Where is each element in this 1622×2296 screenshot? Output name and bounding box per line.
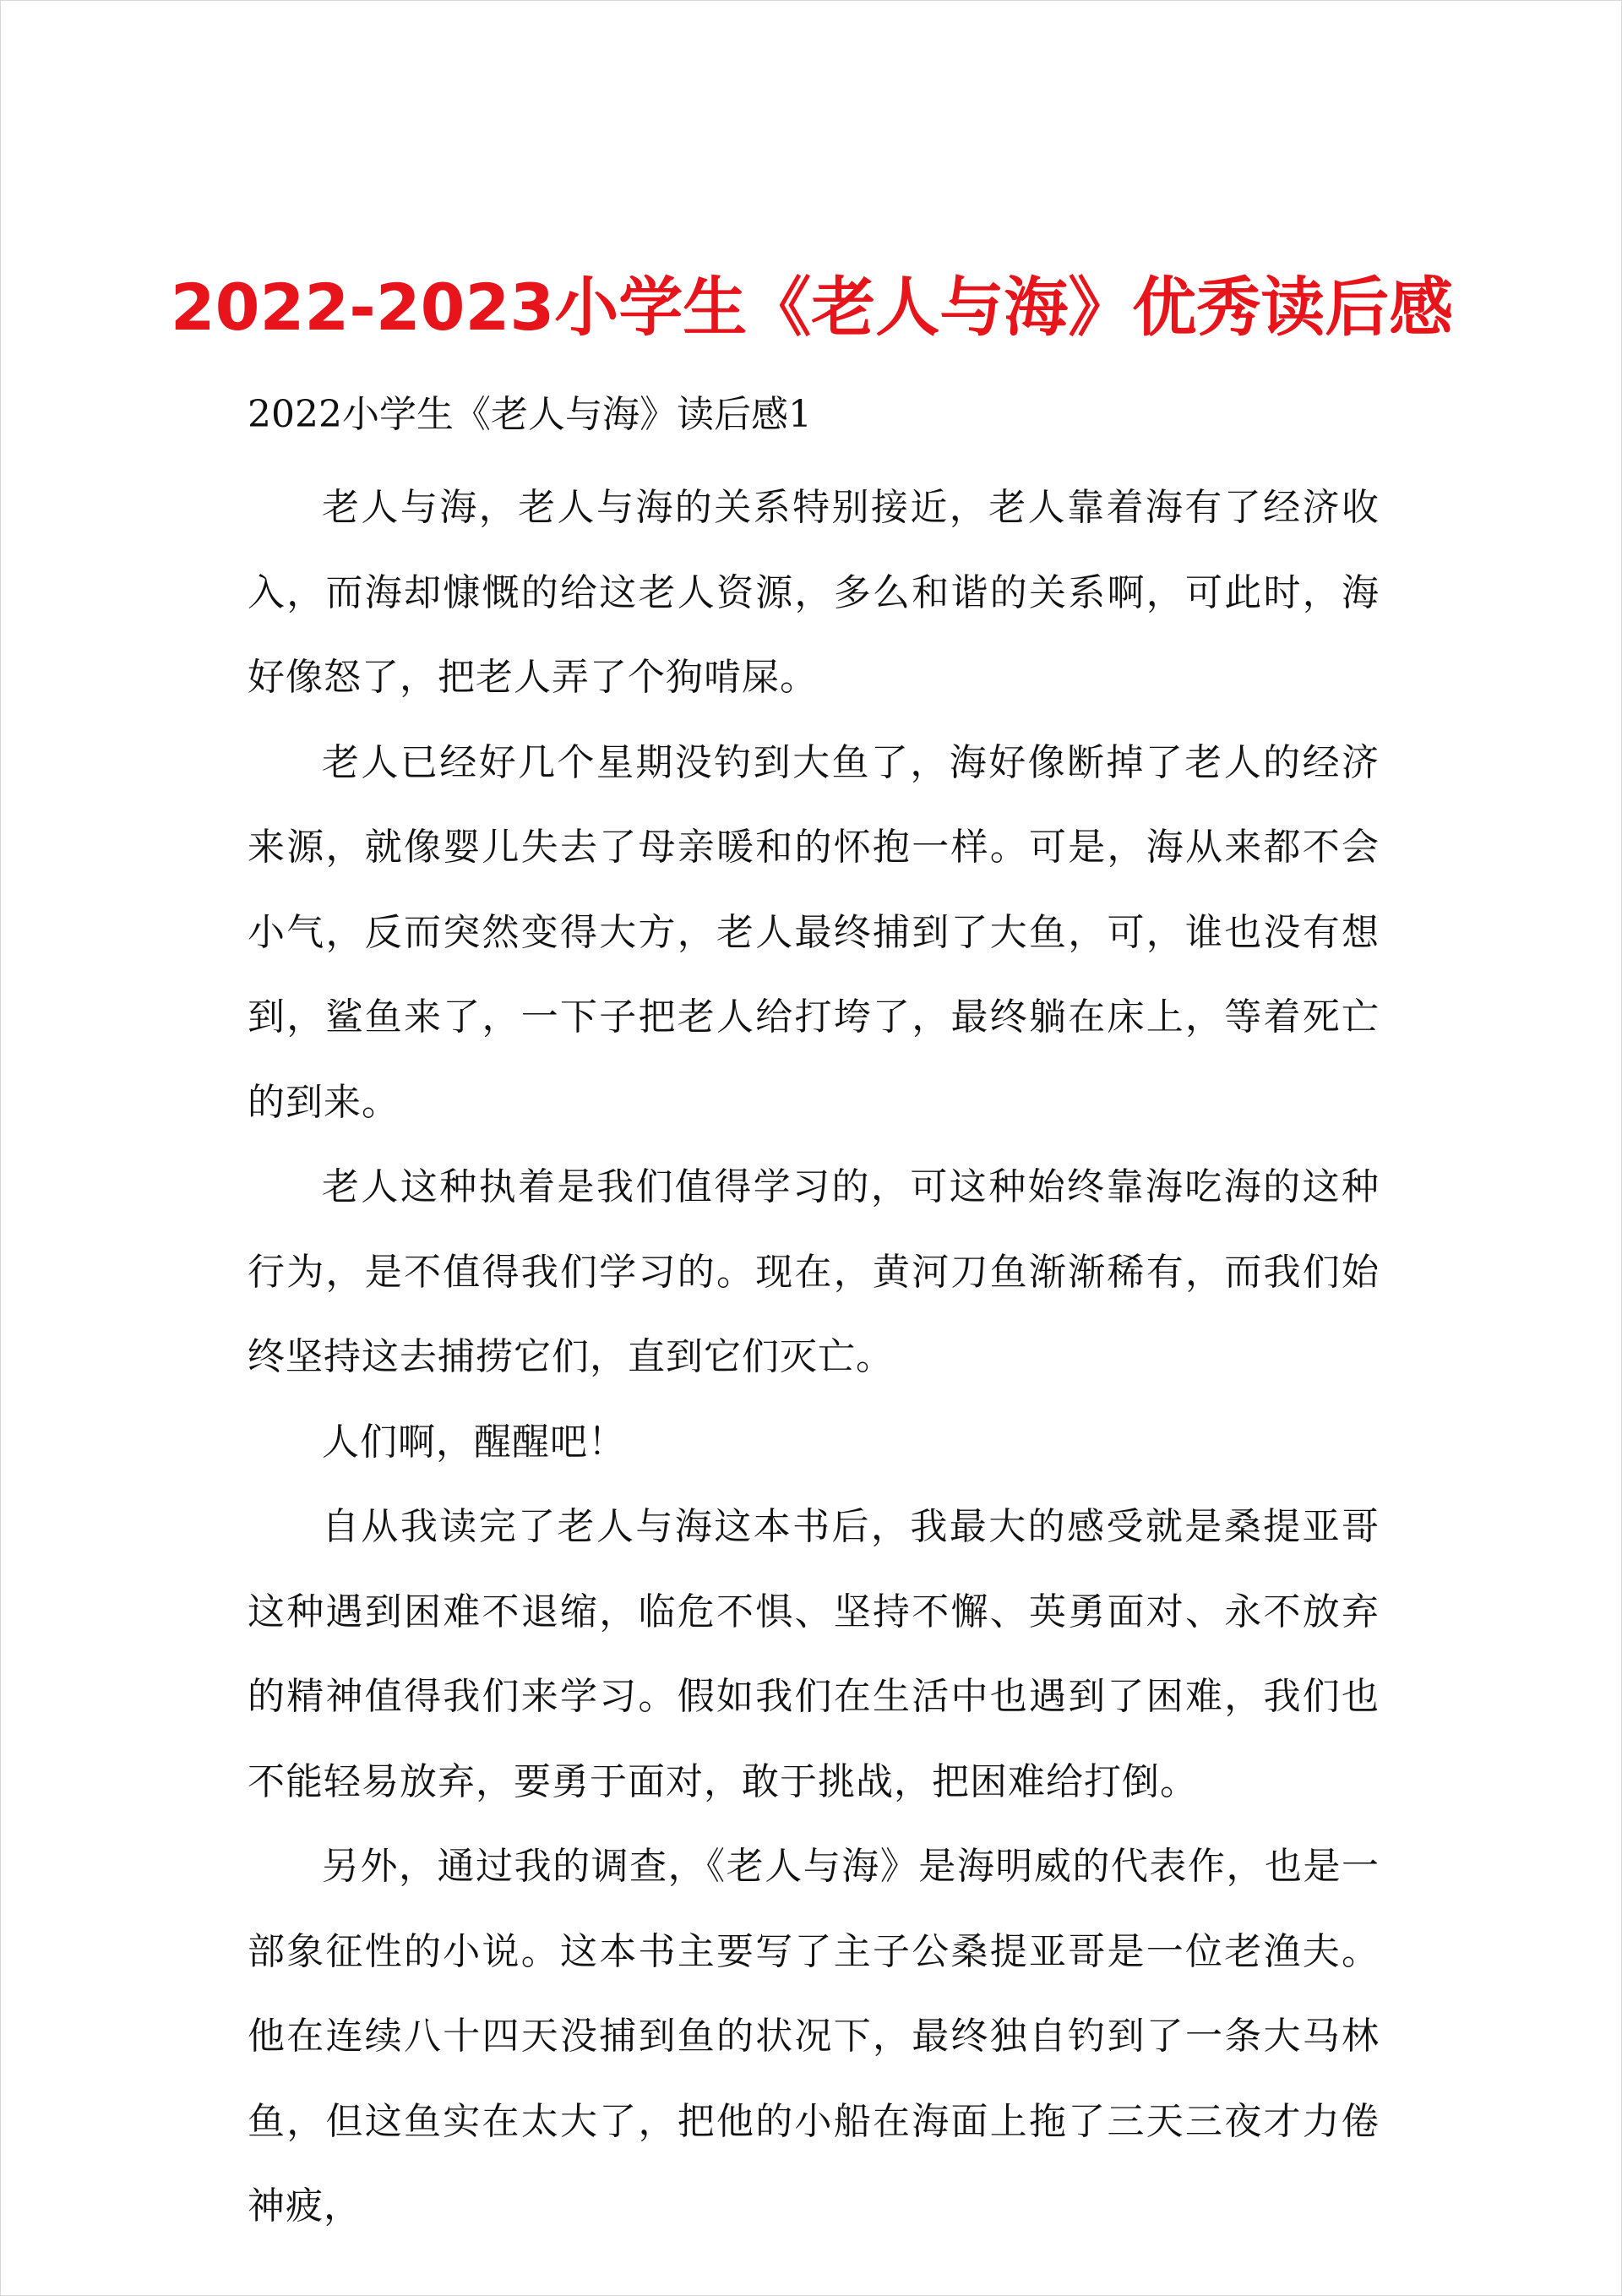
document-body bbox=[248, 364, 1380, 2250]
paragraph: 老人这种执着是我们值得学习的，可这种始终靠海吃海的这种行为，是不值得我们学习的。现在，黄河刀鱼渐渐稀有，而我们始终坚持这去捕捞它们，直到它们灭亡。 bbox=[248, 1165, 1380, 1378]
section-heading: 2022小学生《老人与海》读后感1 bbox=[248, 393, 812, 436]
paragraph: 老人与海，老人与海的关系特别接近，老人靠着海有了经济收入，而海却慷慨的给这老人资源，多么和谐的关系啊，可此时，海好像怒了，把老人弄了个狗啃屎。 bbox=[248, 486, 1380, 699]
paragraph: 老人已经好几个星期没钓到大鱼了，海好像断掉了老人的经济来源，就像婴儿失去了母亲暖和的怀抱一样。可是，海从来都不会小气，反而突然变得大方，老人最终捕到了大鱼，可，谁也没有想到，鲨鱼来了，一下子把老人给打垮了，最终躺在床上，等着死亡的到来。 bbox=[248, 740, 1380, 1124]
paragraph: 人们啊，醒醒吧！ bbox=[322, 1420, 626, 1464]
paragraph: 自从我读完了老人与海这本书后，我最大的感受就是桑提亚哥这种遇到困难不退缩，临危不惧、坚持不懈、英勇面对、永不放弃的精神值得我们来学习。假如我们在生活中也遇到了困难，我们也不能轻易放弃，要勇于面对，敢于挑战，把困难给打倒。 bbox=[248, 1505, 1380, 1803]
paragraph: 另外，通过我的调查，《老人与海》是海明威的代表作，也是一部象征性的小说。这本书主要写了主子公桑提亚哥是一位老渔夫。他在连续八十四天没捕到鱼的状况下，最终独自钓到了一条大马林鱼，但这鱼实在太大了，把他的小船在海面上拖了三天三夜才力倦神疲， bbox=[248, 1845, 1380, 2228]
document-title: 2022-2023小学生《老人与海》优秀读后感 bbox=[170, 269, 1454, 345]
